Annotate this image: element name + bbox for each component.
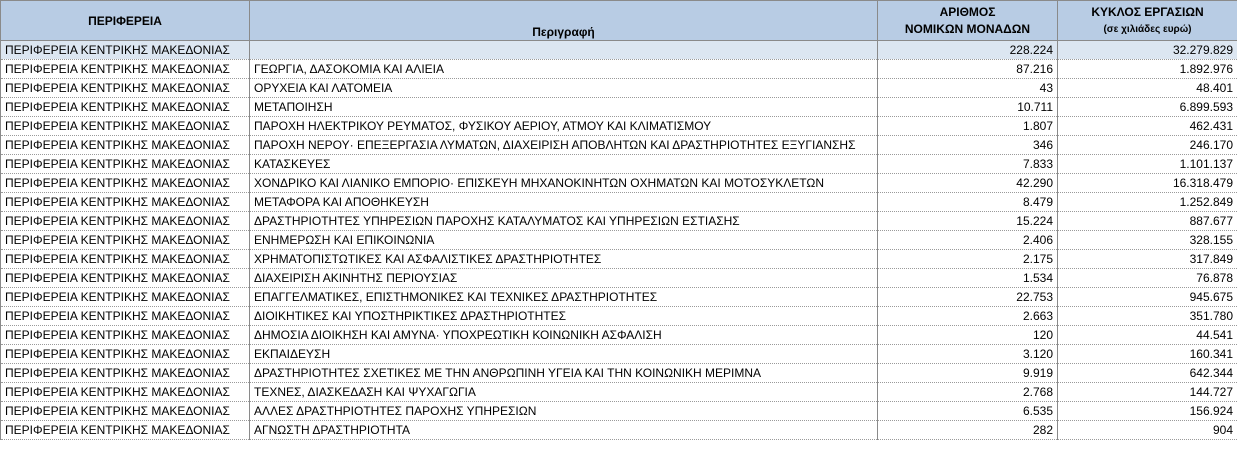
cell-region[interactable]: ΠΕΡΙΦΕΡΕΙΑ ΚΕΝΤΡΙΚΗΣ ΜΑΚΕΔΟΝΙΑΣ (1, 345, 250, 364)
cell-turnover[interactable]: 160.341 (1058, 345, 1237, 364)
cell-legal-units[interactable]: 120 (878, 326, 1058, 345)
table-row (1, 41, 1237, 60)
cell-description[interactable] (250, 41, 878, 60)
cell-turnover[interactable]: 16.318.479 (1058, 174, 1237, 193)
cell-turnover[interactable]: 904 (1058, 421, 1237, 440)
cell-legal-units[interactable]: 9.919 (878, 364, 1058, 383)
cell-region[interactable]: ΠΕΡΙΦΕΡΕΙΑ ΚΕΝΤΡΙΚΗΣ ΜΑΚΕΔΟΝΙΑΣ (1, 155, 250, 174)
cell-turnover[interactable]: 246.170 (1058, 136, 1237, 155)
cell-legal-units[interactable]: 2.663 (878, 307, 1058, 326)
cell-region[interactable]: ΠΕΡΙΦΕΡΕΙΑ ΚΕΝΤΡΙΚΗΣ ΜΑΚΕΔΟΝΙΑΣ (1, 174, 250, 193)
table-row (1, 174, 1237, 193)
cell-region[interactable]: ΠΕΡΙΦΕΡΕΙΑ ΚΕΝΤΡΙΚΗΣ ΜΑΚΕΔΟΝΙΑΣ (1, 250, 250, 269)
cell-turnover[interactable]: 44.541 (1058, 326, 1237, 345)
cell-turnover[interactable]: 317.849 (1058, 250, 1237, 269)
table-body (1, 41, 1237, 440)
table-row (1, 231, 1237, 250)
cell-description[interactable]: ΔΙΟΙΚΗΤΙΚΕΣ ΚΑΙ ΥΠΟΣΤΗΡΙΚΤΙΚΕΣ ΔΡΑΣΤΗΡΙΟΤΗΤΕΣ (250, 307, 878, 326)
cell-legal-units[interactable]: 6.535 (878, 402, 1058, 421)
table-row (1, 402, 1237, 421)
header-region[interactable]: ΠΕΡΙΦΕΡΕΙΑ (1, 1, 250, 41)
cell-turnover[interactable]: 6.899.593 (1058, 98, 1237, 117)
table-row (1, 383, 1237, 402)
cell-description[interactable]: ΚΑΤΑΣΚΕΥΕΣ (250, 155, 878, 174)
cell-turnover[interactable]: 32.279.829 (1058, 41, 1237, 60)
cell-region[interactable]: ΠΕΡΙΦΕΡΕΙΑ ΚΕΝΤΡΙΚΗΣ ΜΑΚΕΔΟΝΙΑΣ (1, 41, 250, 60)
table-row (1, 117, 1237, 136)
table-header (1, 1, 1237, 41)
cell-region[interactable]: ΠΕΡΙΦΕΡΕΙΑ ΚΕΝΤΡΙΚΗΣ ΜΑΚΕΔΟΝΙΑΣ (1, 212, 250, 231)
cell-region[interactable]: ΠΕΡΙΦΕΡΕΙΑ ΚΕΝΤΡΙΚΗΣ ΜΑΚΕΔΟΝΙΑΣ (1, 402, 250, 421)
cell-region[interactable]: ΠΕΡΙΦΕΡΕΙΑ ΚΕΝΤΡΙΚΗΣ ΜΑΚΕΔΟΝΙΑΣ (1, 421, 250, 440)
cell-region[interactable]: ΠΕΡΙΦΕΡΕΙΑ ΚΕΝΤΡΙΚΗΣ ΜΑΚΕΔΟΝΙΑΣ (1, 269, 250, 288)
cell-region[interactable]: ΠΕΡΙΦΕΡΕΙΑ ΚΕΝΤΡΙΚΗΣ ΜΑΚΕΔΟΝΙΑΣ (1, 364, 250, 383)
cell-region[interactable]: ΠΕΡΙΦΕΡΕΙΑ ΚΕΝΤΡΙΚΗΣ ΜΑΚΕΔΟΝΙΑΣ (1, 326, 250, 345)
cell-legal-units[interactable]: 87.216 (878, 60, 1058, 79)
cell-description[interactable]: ΜΕΤΑΠΟΙΗΣΗ (250, 98, 878, 117)
cell-description[interactable]: ΔΙΑΧΕΙΡΙΣΗ ΑΚΙΝΗΤΗΣ ΠΕΡΙΟΥΣΙΑΣ (250, 269, 878, 288)
header-description-top[interactable] (250, 1, 878, 21)
cell-description[interactable]: ΠΑΡΟΧΗ ΝΕΡΟΥ· ΕΠΕΞΕΡΓΑΣΙΑ ΛΥΜΑΤΩΝ, ΔΙΑΧΕΙΡΙΣΗ ΑΠΟΒΛΗΤΩΝ ΚΑΙ ΔΡΑΣΤΗΡΙΟΤΗΤΕΣ ΕΞΥΓΙΑΝΣΗΣ (250, 136, 878, 155)
cell-legal-units[interactable]: 15.224 (878, 212, 1058, 231)
table-row (1, 421, 1237, 440)
header-turnover-line1: ΚΥΚΛΟΣ ΕΡΓΑΣΙΩΝ (1091, 4, 1204, 19)
table-row (1, 326, 1237, 345)
cell-description[interactable]: ΠΑΡΟΧΗ ΗΛΕΚΤΡΙΚΟΥ ΡΕΥΜΑΤΟΣ, ΦΥΣΙΚΟΥ ΑΕΡΙΟΥ, ΑΤΜΟΥ ΚΑΙ ΚΛΙΜΑΤΙΣΜΟΥ (250, 117, 878, 136)
cell-description[interactable]: ΕΠΑΓΓΕΛΜΑΤΙΚΕΣ, ΕΠΙΣΤΗΜΟΝΙΚΕΣ ΚΑΙ ΤΕΧΝΙΚΕΣ ΔΡΑΣΤΗΡΙΟΤΗΤΕΣ (250, 288, 878, 307)
cell-region[interactable]: ΠΕΡΙΦΕΡΕΙΑ ΚΕΝΤΡΙΚΗΣ ΜΑΚΕΔΟΝΙΑΣ (1, 193, 250, 212)
cell-description[interactable]: ΧΟΝΔΡΙΚΟ ΚΑΙ ΛΙΑΝΙΚΟ ΕΜΠΟΡΙΟ· ΕΠΙΣΚΕΥΗ ΜΗΧΑΝΟΚΙΝΗΤΩΝ ΟΧΗΜΑΤΩΝ ΚΑΙ ΜΟΤΟΣΥΚΛΕΤΩΝ (250, 174, 878, 193)
cell-legal-units[interactable]: 282 (878, 421, 1058, 440)
cell-legal-units[interactable]: 1.534 (878, 269, 1058, 288)
cell-legal-units[interactable]: 2.768 (878, 383, 1058, 402)
cell-legal-units[interactable]: 8.479 (878, 193, 1058, 212)
header-turnover[interactable] (1058, 1, 1237, 41)
cell-turnover[interactable]: 1.252.849 (1058, 193, 1237, 212)
cell-turnover[interactable]: 945.675 (1058, 288, 1237, 307)
cell-turnover[interactable]: 328.155 (1058, 231, 1237, 250)
cell-region[interactable]: ΠΕΡΙΦΕΡΕΙΑ ΚΕΝΤΡΙΚΗΣ ΜΑΚΕΔΟΝΙΑΣ (1, 288, 250, 307)
cell-legal-units[interactable]: 43 (878, 79, 1058, 98)
cell-legal-units[interactable]: 346 (878, 136, 1058, 155)
cell-region[interactable]: ΠΕΡΙΦΕΡΕΙΑ ΚΕΝΤΡΙΚΗΣ ΜΑΚΕΔΟΝΙΑΣ (1, 307, 250, 326)
header-legal-units-line2: ΝΟΜΙΚΩΝ ΜΟΝΑΔΩΝ (904, 21, 1031, 36)
cell-description[interactable]: ΔΡΑΣΤΗΡΙΟΤΗΤΕΣ ΣΧΕΤΙΚΕΣ ΜΕ ΤΗΝ ΑΝΘΡΩΠΙΝΗ ΥΓΕΙΑ ΚΑΙ ΤΗΝ ΚΟΙΝΩΝΙΚΗ ΜΕΡΙΜΝΑ (250, 364, 878, 383)
cell-turnover[interactable]: 144.727 (1058, 383, 1237, 402)
cell-legal-units[interactable]: 2.406 (878, 231, 1058, 250)
cell-region[interactable]: ΠΕΡΙΦΕΡΕΙΑ ΚΕΝΤΡΙΚΗΣ ΜΑΚΕΔΟΝΙΑΣ (1, 79, 250, 98)
cell-description[interactable]: ΧΡΗΜΑΤΟΠΙΣΤΩΤΙΚΕΣ ΚΑΙ ΑΣΦΑΛΙΣΤΙΚΕΣ ΔΡΑΣΤΗΡΙΟΤΗΤΕΣ (250, 250, 878, 269)
table-row (1, 98, 1237, 117)
cell-description[interactable]: ΤΕΧΝΕΣ, ΔΙΑΣΚΕΔΑΣΗ ΚΑΙ ΨΥΧΑΓΩΓΙΑ (250, 383, 878, 402)
table-row (1, 288, 1237, 307)
cell-description[interactable]: ΑΓΝΩΣΤΗ ΔΡΑΣΤΗΡΙΟΤΗΤΑ (250, 421, 878, 440)
table-row (1, 269, 1237, 288)
cell-legal-units[interactable]: 1.807 (878, 117, 1058, 136)
cell-region[interactable]: ΠΕΡΙΦΕΡΕΙΑ ΚΕΝΤΡΙΚΗΣ ΜΑΚΕΔΟΝΙΑΣ (1, 117, 250, 136)
cell-description[interactable]: ΔΡΑΣΤΗΡΙΟΤΗΤΕΣ ΥΠΗΡΕΣΙΩΝ ΠΑΡΟΧΗΣ ΚΑΤΑΛΥΜΑΤΟΣ ΚΑΙ ΥΠΗΡΕΣΙΩΝ ΕΣΤΙΑΣΗΣ (250, 212, 878, 231)
cell-description[interactable]: ΑΛΛΕΣ ΔΡΑΣΤΗΡΙΟΤΗΤΕΣ ΠΑΡΟΧΗΣ ΥΠΗΡΕΣΙΩΝ (250, 402, 878, 421)
cell-turnover[interactable]: 1.101.137 (1058, 155, 1237, 174)
table-row (1, 79, 1237, 98)
cell-legal-units[interactable]: 7.833 (878, 155, 1058, 174)
cell-region[interactable]: ΠΕΡΙΦΕΡΕΙΑ ΚΕΝΤΡΙΚΗΣ ΜΑΚΕΔΟΝΙΑΣ (1, 136, 250, 155)
header-row-top (1, 1, 1237, 21)
header-description[interactable]: Περιγραφή (250, 20, 878, 41)
cell-turnover[interactable]: 48.401 (1058, 79, 1237, 98)
cell-description[interactable]: ΕΝΗΜΕΡΩΣΗ ΚΑΙ ΕΠΙΚΟΙΝΩΝΙΑ (250, 231, 878, 250)
cell-description[interactable]: ΔΗΜΟΣΙΑ ΔΙΟΙΚΗΣΗ ΚΑΙ ΑΜΥΝΑ· ΥΠΟΧΡΕΩΤΙΚΗ ΚΟΙΝΩΝΙΚΗ ΑΣΦΑΛΙΣΗ (250, 326, 878, 345)
cell-legal-units[interactable]: 2.175 (878, 250, 1058, 269)
cell-legal-units[interactable]: 3.120 (878, 345, 1058, 364)
cell-turnover[interactable]: 642.344 (1058, 364, 1237, 383)
table-row (1, 364, 1237, 383)
cell-legal-units[interactable]: 42.290 (878, 174, 1058, 193)
cell-turnover[interactable]: 76.878 (1058, 269, 1237, 288)
header-turnover-line2: (σε χιλιάδες ευρώ) (1103, 23, 1192, 35)
cell-description[interactable]: ΕΚΠΑΙΔΕΥΣΗ (250, 345, 878, 364)
cell-description[interactable]: ΜΕΤΑΦΟΡΑ ΚΑΙ ΑΠΟΘΗΚΕΥΣΗ (250, 193, 878, 212)
table-row (1, 212, 1237, 231)
cell-region[interactable]: ΠΕΡΙΦΕΡΕΙΑ ΚΕΝΤΡΙΚΗΣ ΜΑΚΕΔΟΝΙΑΣ (1, 231, 250, 250)
cell-description[interactable]: ΟΡΥΧΕΙΑ ΚΑΙ ΛΑΤΟΜΕΙΑ (250, 79, 878, 98)
header-legal-units-line1: ΑΡΙΘΜΟΣ (939, 4, 996, 19)
header-legal-units[interactable] (878, 1, 1058, 41)
table-row (1, 136, 1237, 155)
cell-legal-units[interactable]: 228.224 (878, 41, 1058, 60)
cell-description[interactable]: ΓΕΩΡΓΙΑ, ΔΑΣΟΚΟΜΙΑ ΚΑΙ ΑΛΙΕΙΑ (250, 60, 878, 79)
cell-legal-units[interactable]: 10.711 (878, 98, 1058, 117)
cell-turnover[interactable]: 156.924 (1058, 402, 1237, 421)
cell-turnover[interactable]: 462.431 (1058, 117, 1237, 136)
table-row (1, 60, 1237, 79)
table-row (1, 307, 1237, 326)
cell-region[interactable]: ΠΕΡΙΦΕΡΕΙΑ ΚΕΝΤΡΙΚΗΣ ΜΑΚΕΔΟΝΙΑΣ (1, 383, 250, 402)
table-row (1, 155, 1237, 174)
cell-legal-units[interactable]: 22.753 (878, 288, 1058, 307)
cell-region[interactable]: ΠΕΡΙΦΕΡΕΙΑ ΚΕΝΤΡΙΚΗΣ ΜΑΚΕΔΟΝΙΑΣ (1, 98, 250, 117)
cell-turnover[interactable]: 351.780 (1058, 307, 1237, 326)
table-row (1, 345, 1237, 364)
cell-turnover[interactable]: 1.892.976 (1058, 60, 1237, 79)
cell-region[interactable]: ΠΕΡΙΦΕΡΕΙΑ ΚΕΝΤΡΙΚΗΣ ΜΑΚΕΔΟΝΙΑΣ (1, 60, 250, 79)
table-row (1, 250, 1237, 269)
cell-turnover[interactable]: 887.677 (1058, 212, 1237, 231)
table-row (1, 193, 1237, 212)
